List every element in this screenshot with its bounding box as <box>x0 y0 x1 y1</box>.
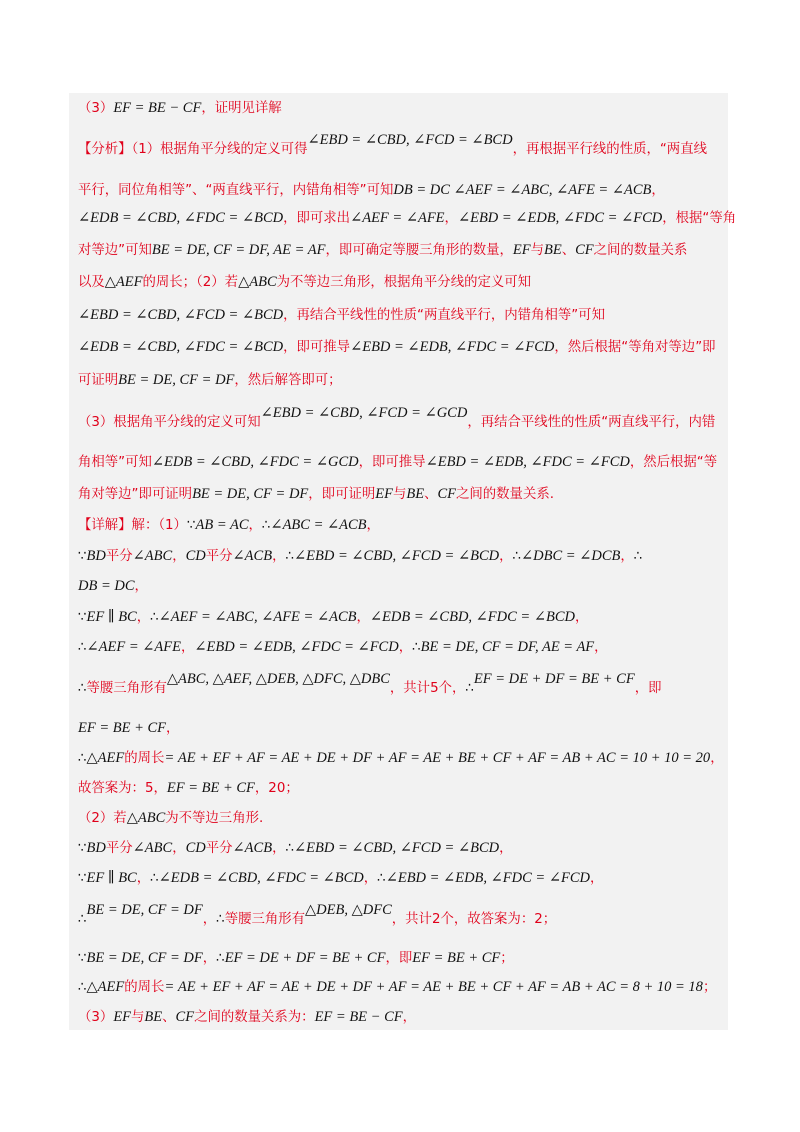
segment: ∴ <box>78 681 87 696</box>
segment: BD <box>86 548 106 564</box>
segment: ∠AEF = ∠AFE <box>86 639 182 655</box>
segment: CD <box>185 548 206 564</box>
segment: ∠DBC = ∠DCB <box>521 548 621 564</box>
segment: ∴ <box>150 871 159 886</box>
segment: ，即可推导 <box>358 455 426 470</box>
segment: ； <box>702 980 717 995</box>
analysis-line-2 <box>78 180 665 201</box>
segment: CF <box>575 242 594 258</box>
segment: 以及 <box>78 275 105 290</box>
segment: ， <box>136 871 151 886</box>
segment: 平行，同位角相等”、“两直线平行，内错角相等”可知 <box>78 183 394 198</box>
analysis-line-4 <box>78 240 687 261</box>
segment: 之间的数量关系. <box>456 487 554 502</box>
segment: ， <box>202 912 217 927</box>
segment: ，共计2个，故答案为：2； <box>391 912 557 927</box>
segment: EF = BE + CF <box>412 950 501 966</box>
analysis-line-5 <box>78 272 531 293</box>
segment: ， <box>272 841 286 856</box>
detail-line-1 <box>78 515 380 536</box>
segment: ∴ <box>377 871 386 886</box>
segment: ，再根据平行线的性质，“两直线 <box>512 142 707 157</box>
segment: ∵ <box>78 841 87 856</box>
segment: △AEF <box>86 979 125 995</box>
segment: ，即可确定等腰三角形的数量， <box>325 243 513 258</box>
segment: ∴ <box>78 640 87 655</box>
detail-line-5 <box>78 637 608 658</box>
segment: ∠EDB = ∠CBD, ∠FDC = ∠BCD <box>369 609 575 625</box>
segment: ∠ABC <box>132 548 173 564</box>
segment: ∴ <box>150 610 159 625</box>
segment: ，然后根据“等角对等边”即 <box>554 340 716 355</box>
analysis-line-1 <box>78 132 707 160</box>
segment: ， <box>248 518 262 533</box>
segment: ， <box>136 610 151 625</box>
segment: △ABC, △AEF, △DEB, △DFC, △DBC <box>166 671 390 687</box>
segment: ，然后解答即可； <box>234 373 342 388</box>
segment: EF = BE + CF <box>166 780 255 796</box>
segment: ，20； <box>254 781 299 796</box>
segment: DB = DC <box>78 578 135 594</box>
segment: ，根据“等角 <box>662 211 737 226</box>
segment: ，即可推导 <box>283 340 351 355</box>
segment: ∠ACB <box>232 840 273 856</box>
segment: 等腰三角形有 <box>224 912 306 927</box>
segment: 角相等”可知 <box>78 455 152 470</box>
segment: 平分 <box>105 841 133 856</box>
analysis-line-7 <box>78 337 716 358</box>
segment: ， <box>651 183 665 198</box>
analysis-line-8 <box>78 370 342 391</box>
segment: ，证明见详解 <box>201 101 282 116</box>
segment: 为不等边三角形，根据角平分线的定义可知 <box>276 275 532 290</box>
segment: ∠EDB = ∠CBD, ∠FDC = ∠GCD <box>151 454 359 470</box>
segment: ，共计5个， <box>389 681 466 696</box>
segment: ∵ <box>186 518 196 533</box>
segment: 可证明 <box>78 373 119 388</box>
segment: 与 <box>392 487 407 502</box>
analysis-line-3 <box>78 208 736 229</box>
segment: ∠EBD = ∠CBD, ∠FCD = ∠BCD <box>294 840 500 856</box>
segment: EF = BE − CF <box>314 1009 403 1025</box>
analysis-line-6 <box>78 305 605 326</box>
detail-line-16 <box>78 1007 416 1028</box>
segment: 与 <box>530 243 545 258</box>
segment: ， <box>202 951 217 966</box>
segment: ， <box>589 871 604 886</box>
segment: EF <box>512 242 531 258</box>
segment: 、 <box>162 1010 176 1025</box>
segment: BE = DE, CF = DF <box>86 902 203 918</box>
analysis-line-10 <box>78 452 717 473</box>
segment: EF ∥ BC <box>86 870 137 886</box>
segment: EF <box>375 486 393 502</box>
segment: 【分析】（1）根据角平分线的定义可得 <box>78 142 308 157</box>
segment: ， <box>356 610 370 625</box>
segment: ∴ <box>78 912 87 927</box>
segment: 对等边”可知 <box>78 243 152 258</box>
detail-line-14 <box>78 948 514 969</box>
segment: ∠ACB <box>232 548 273 564</box>
segment: ∵ <box>78 951 87 966</box>
segment: ∵ <box>78 871 87 886</box>
segment: EF ∥ BC <box>86 609 137 625</box>
segment: ∠EBD = ∠CBD, ∠FCD = ∠BCD <box>78 307 284 323</box>
detail-line-8 <box>78 748 724 769</box>
segment: 平分 <box>105 549 133 564</box>
segment: 平分 <box>205 841 233 856</box>
segment: ∠EBD = ∠CBD, ∠FCD = ∠BCD <box>294 548 500 564</box>
segment: 的周长 <box>124 751 165 766</box>
segment: 角对等边”即可证明 <box>78 487 193 502</box>
segment: △DEB, △DFC <box>305 902 392 918</box>
segment: △ABC <box>238 274 277 290</box>
segment: ， <box>444 211 458 226</box>
segment: CF <box>437 486 456 502</box>
segment: ， <box>620 549 634 564</box>
segment: ∴ <box>78 980 87 995</box>
detail-line-11 <box>78 838 513 859</box>
segment: △ABC <box>126 810 166 826</box>
segment: DB = DC ∠AEF = ∠ABC, ∠AFE = ∠ACB <box>393 182 652 198</box>
segment: ； <box>500 951 514 966</box>
segment: EF <box>113 1009 132 1025</box>
segment: ， <box>710 751 724 766</box>
segment: ∴ <box>285 841 294 856</box>
segment: ， <box>181 640 195 655</box>
segment: ∠EDB = ∠CBD, ∠FDC = ∠BCD <box>78 210 284 226</box>
detail-line-4 <box>78 607 588 628</box>
segment: ，再结合平线性的性质“两直线平行，内错 <box>467 415 716 430</box>
segment: BE = DE, CF = DF, AE = AF <box>420 639 595 655</box>
detail-line-3 <box>78 576 148 597</box>
segment: = AE + EF + AF = AE + DE + DF + AF = AE + BE + CF + AF = AB + AC = 10 + 10 = 20 <box>164 750 711 766</box>
detail-line-13 <box>78 902 557 930</box>
segment: BE = DE, CF = DF <box>192 486 309 502</box>
segment: ，然后根据“等 <box>629 455 718 470</box>
segment: ∠EBD = ∠CBD, ∠FCD = ∠BCD <box>307 132 513 148</box>
segment: BE = DE, CF = DF <box>118 372 235 388</box>
segment: ， <box>594 640 608 655</box>
segment: ∠ABC = ∠ACB <box>270 517 367 533</box>
segment: ， <box>166 721 180 736</box>
segment: △AEF <box>86 750 125 766</box>
detail-line-9 <box>78 778 299 799</box>
segment: ， <box>575 610 589 625</box>
segment: 故答案为：5， <box>78 781 167 796</box>
segment: ，即可证明 <box>308 487 376 502</box>
segment: BE = DE, CF = DF <box>86 950 203 966</box>
segment: ∠EBD = ∠CBD, ∠FCD = ∠GCD <box>260 405 468 421</box>
segment: 之间的数量关系 <box>593 243 688 258</box>
segment: 平分 <box>205 549 233 564</box>
segment: 、 <box>561 243 576 258</box>
segment: ∠EDB = ∠CBD, ∠FDC = ∠BCD <box>78 339 284 355</box>
segment: ∴ <box>633 549 643 564</box>
segment: EF = BE + CF <box>78 720 167 736</box>
segment: 的周长；（2）若 <box>142 275 239 290</box>
segment: △AEF <box>104 274 143 290</box>
segment: ， <box>134 579 148 594</box>
segment: ， <box>272 549 286 564</box>
segment: ∴ <box>261 518 271 533</box>
segment: 的周长 <box>124 980 165 995</box>
segment: ∠EBD = ∠EDB, ∠FDC = ∠FCD <box>457 210 663 226</box>
segment: ，即 <box>634 681 662 696</box>
segment: ， <box>398 640 413 655</box>
segment: ∴ <box>216 912 225 927</box>
segment: BE <box>406 486 425 502</box>
detail-line-10 <box>78 808 263 829</box>
segment: ， <box>172 841 186 856</box>
segment: 之间的数量关系为： <box>194 1010 315 1025</box>
detail-line-12 <box>78 868 603 889</box>
segment: EF = DE + DF = BE + CF <box>473 671 635 687</box>
segment: ∠EBD = ∠EDB, ∠FDC = ∠FCD <box>194 639 399 655</box>
segment: （3）根据角平分线的定义可知 <box>78 415 261 430</box>
segment: ∠EBD = ∠EDB, ∠FDC = ∠FCD <box>350 339 555 355</box>
segment: BD <box>86 840 106 856</box>
segment: CF <box>175 1009 195 1025</box>
segment: 为不等边三角形. <box>165 811 264 826</box>
segment: ∠ABC <box>132 840 173 856</box>
segment: ∴ <box>216 951 225 966</box>
segment: ， <box>172 549 186 564</box>
segment: 等腰三角形有 <box>86 681 167 696</box>
segment: ∠AEF = ∠ABC, ∠AFE = ∠ACB <box>158 609 357 625</box>
segment: EF = BE − CF <box>113 100 202 116</box>
segment: ∵ <box>78 549 87 564</box>
segment: ， <box>499 549 513 564</box>
segment: ，即 <box>385 951 413 966</box>
segment: ∴ <box>285 549 294 564</box>
detail-line-15 <box>78 977 716 998</box>
segment: ∠AEF = ∠AFE <box>350 210 445 226</box>
segment: （3） <box>78 101 114 116</box>
segment: AB = AC <box>195 517 249 533</box>
answer-3-line <box>78 98 282 119</box>
segment: ∴ <box>78 751 87 766</box>
analysis-line-11 <box>78 484 554 505</box>
segment: ， <box>402 1010 416 1025</box>
segment: （3） <box>78 1010 114 1025</box>
segment: ， <box>366 518 380 533</box>
segment: 【详解】解：（1） <box>78 518 187 533</box>
segment: ，即可求出 <box>283 211 351 226</box>
segment: ， <box>363 871 378 886</box>
segment: ∠EBD = ∠EDB, ∠FDC = ∠FCD <box>425 454 630 470</box>
segment: （2）若 <box>78 811 127 826</box>
segment: ∴ <box>512 549 522 564</box>
detail-line-7 <box>78 718 179 739</box>
segment: CD <box>185 840 206 856</box>
segment: = AE + EF + AF = AE + DE + DF + AF = AE + BE + CF + AF = AB + AC = 8 + 10 = 18 <box>164 979 703 995</box>
segment: ∠EBD = ∠EDB, ∠FDC = ∠FCD <box>385 870 590 886</box>
segment: EF = DE + DF = BE + CF <box>224 950 386 966</box>
segment: ∴ <box>465 681 474 696</box>
segment: ∵ <box>78 610 87 625</box>
segment: ∠EDB = ∠CBD, ∠FDC = ∠BCD <box>158 870 364 886</box>
segment: BE <box>144 1009 163 1025</box>
detail-line-6 <box>78 671 662 699</box>
segment: BE <box>544 242 562 258</box>
segment: ， <box>499 841 513 856</box>
segment: 与 <box>131 1010 145 1025</box>
segment: BE = DE, CF = DF, AE = AF <box>151 242 326 258</box>
segment: 、 <box>424 487 438 502</box>
analysis-line-9 <box>78 405 716 433</box>
segment: ，再结合平线性的性质“两直线平行，内错角相等”可知 <box>283 308 605 323</box>
detail-line-2 <box>78 546 642 567</box>
segment: ∴ <box>412 640 421 655</box>
